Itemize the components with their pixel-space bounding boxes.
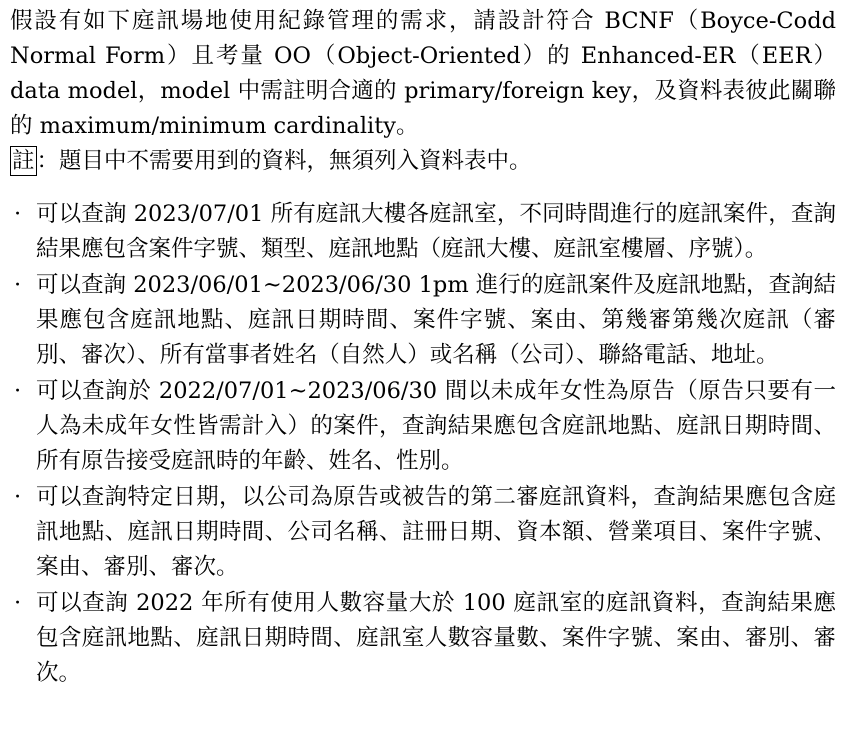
bullet-dot: ·	[14, 272, 22, 298]
question-intro-paragraph: 假設有如下庭訊場地使用紀錄管理的需求，請設計符合 BCNF（Boyce-Codd Normal Form）且考量 OO（Object-Oriented）的 Enhanced-ER（EER）data model，model 中需註明合適的 primary/foreign key，及資料表彼此關聯的 maximum/minimum cardinality。	[10, 8, 836, 139]
requirement-item-3	[10, 374, 836, 479]
bullet-dot: ·	[14, 590, 22, 616]
note-label-box: 註	[12, 148, 35, 174]
note-text: ：題目中不需要用到的資料，無須列入資料表中。	[36, 148, 532, 174]
requirement-text: 可以查詢 2022 年所有使用人數容量大於 100 庭訊室的庭訊資料，查詢結果應包含庭訊地點、庭訊日期時間、庭訊室人數容量數、案件字號、案由、審別、審次。	[36, 590, 836, 686]
bullet-dot: ·	[14, 378, 22, 404]
requirement-item-1	[10, 197, 836, 267]
requirement-text: 可以查詢於 2022/07/01~2023/06/30 間以未成年女性為原告（原告只要有一人為未成年女性皆需計入）的案件，查詢結果應包含庭訊地點、庭訊日期時間、所有原告接受庭訊時的年齡、姓名、性別。	[36, 378, 836, 474]
requirement-item-5	[10, 586, 836, 691]
bullet-dot: ·	[14, 484, 22, 510]
requirement-text: 可以查詢 2023/07/01 所有庭訊大樓各庭訊室，不同時間進行的庭訊案件，查詢結果應包含案件字號、類型、庭訊地點（庭訊大樓、庭訊室樓層、序號）。	[36, 201, 836, 262]
requirement-item-4	[10, 480, 836, 585]
note-line	[10, 145, 532, 177]
requirement-text: 可以查詢特定日期，以公司為原告或被告的第二審庭訊資料，查詢結果應包含庭訊地點、庭訊日期時間、公司名稱、註冊日期、資本額、營業項目、案件字號、案由、審別、審次。	[36, 484, 836, 580]
requirement-item-2	[10, 268, 836, 373]
requirements-list	[10, 197, 836, 692]
bullet-dot: ·	[14, 201, 22, 227]
requirement-text: 可以查詢 2023/06/01~2023/06/30 1pm 進行的庭訊案件及庭訊地點，查詢結果應包含庭訊地點、庭訊日期時間、案件字號、案由、第幾審第幾次庭訊（審別、審次）、所有當事者姓名（自然人）或名稱（公司）、聯絡電話、地址。	[36, 272, 836, 368]
